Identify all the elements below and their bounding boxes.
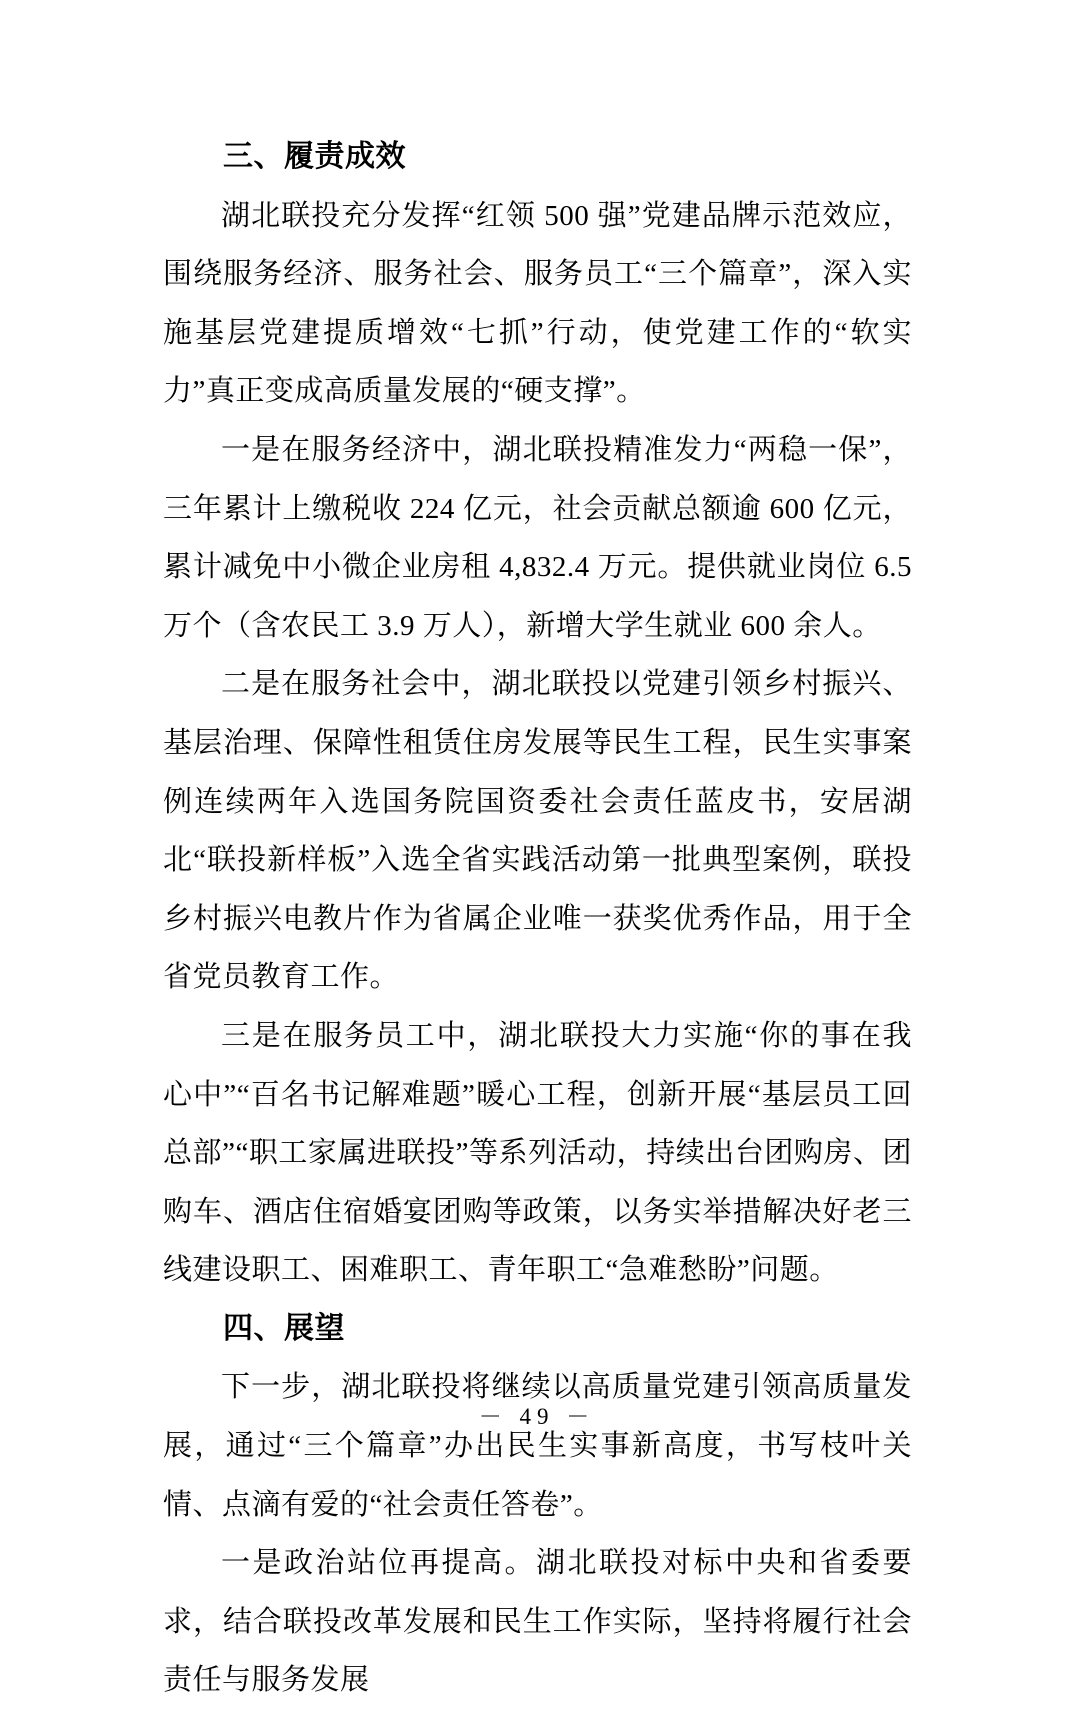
document-body [163,128,912,1710]
paragraph-next-steps: 下一步，湖北联投将继续以高质量党建引领高质量发展，通过“三个篇章”办出民生实事新高度，书写枝叶关情、点滴有爱的“社会责任答卷”。 [163,1371,912,1521]
paragraph-serve-society: 二是在服务社会中，湖北联投以党建引领乡村振兴、基层治理、保障性租赁住房发展等民生工程，民生实事案例连续两年入选国务院国资委社会责任蓝皮书，安居湖北“联投新样板”入选全省实践活动第一批典型案例，联投乡村振兴电教片作为省属企业唯一获奖优秀作品，用于全省党员教育工作。 [163,668,912,994]
paragraph-serve-economy: 一是在服务经济中，湖北联投精准发力“两稳一保”，三年累计上缴税收 224 亿元，社会贡献总额逾 600 亿元，累计减免中小微企业房租 4,832.4 万元。提供就业岗位 6.5 万个（含农民工 3.9 万人），新增大学生就业 600 余人。 [163,433,912,642]
section-heading-outlook: 四、展望 [223,1311,345,1345]
section-heading-performance: 三、履责成效 [223,140,406,173]
paragraph-brand-effect: 湖北联投充分发挥“红领 500 强”党建品牌示范效应，围绕服务经济、服务社会、服务员工“三个篇章”，深入实施基层党建提质增效“七抓”行动，使党建工作的“软实力”真正变成高质量发展的“硬支撑”。 [163,199,912,408]
paragraph-serve-employees: 三是在服务员工中，湖北联投大力实施“你的事在我心中”“百名书记解难题”暖心工程，创新开展“基层员工回总部”“职工家属进联投”等系列活动，持续出台团购房、团购车、酒店住宿婚宴团购等政策，以务实举措解决好老三线建设职工、困难职工、青年职工“急难愁盼”问题。 [163,1019,912,1287]
page-number: － 49 － [478,1404,596,1429]
paragraph-political-position: 一是政治站位再提高。湖北联投对标中央和省委要求，结合联投改革发展和民生工作实际，坚持将履行社会责任与服务发展 [163,1547,912,1697]
